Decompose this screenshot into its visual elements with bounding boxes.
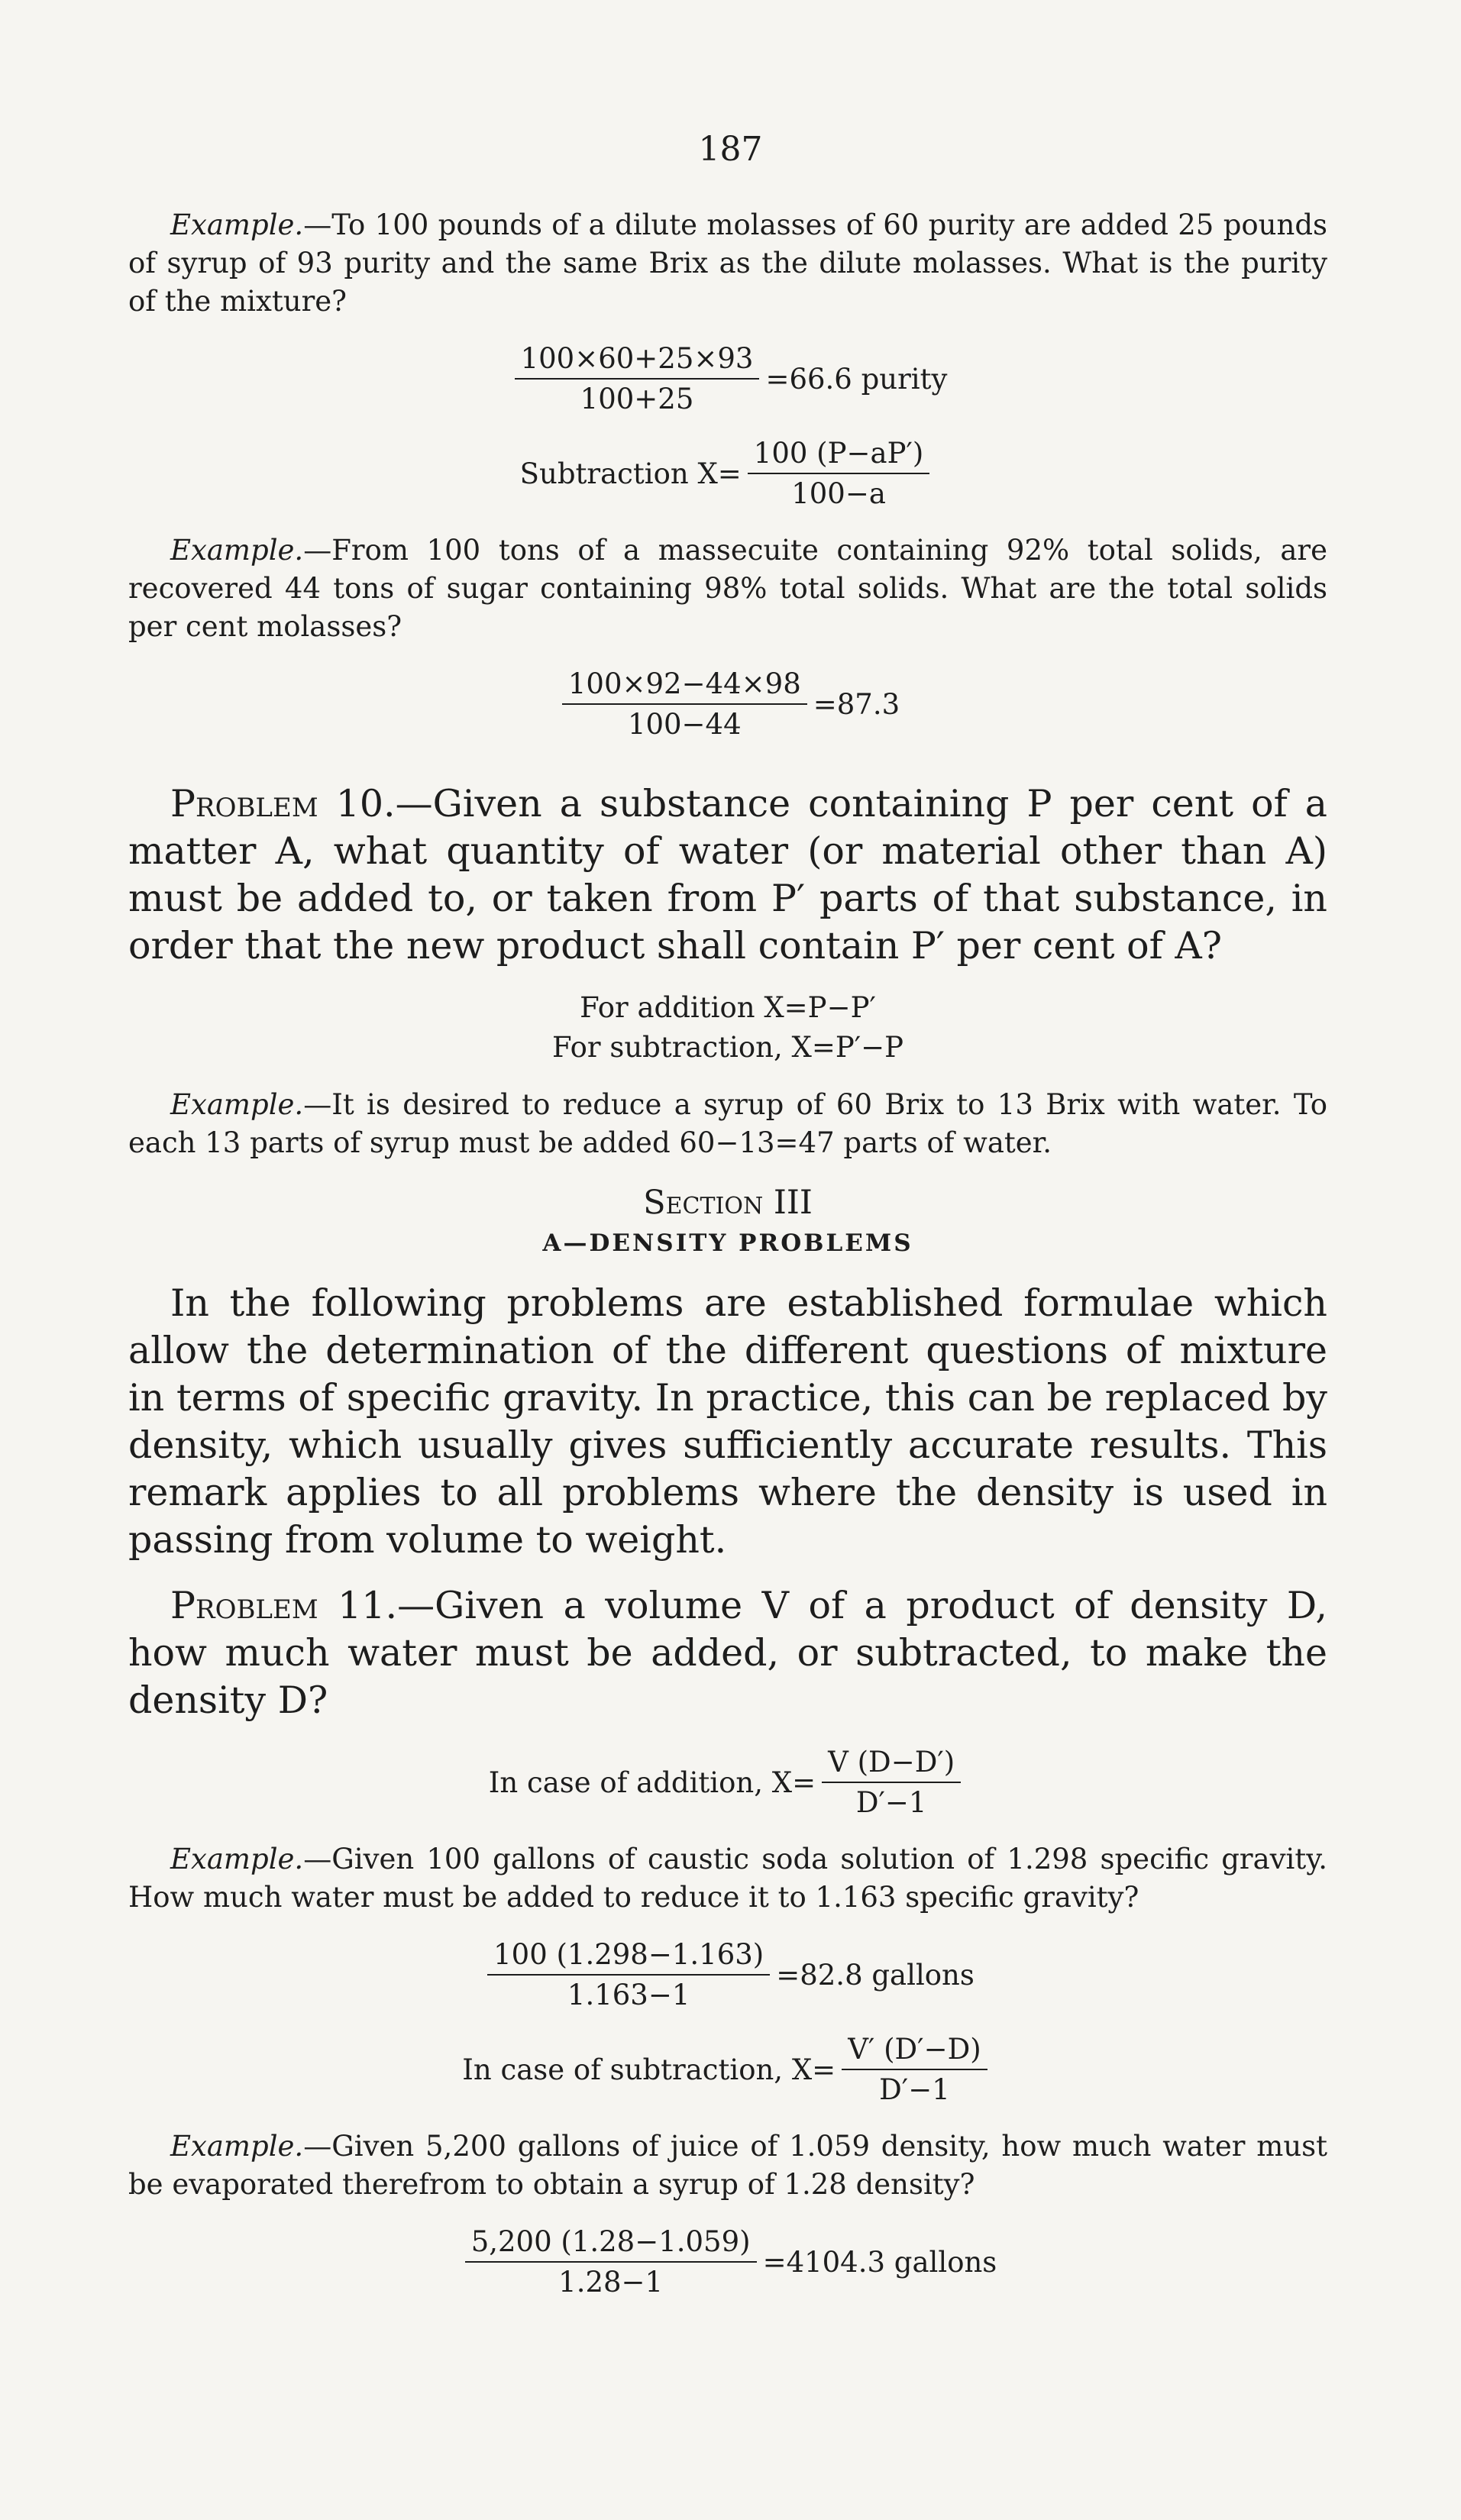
denominator: 1.163−1 <box>567 1979 690 2011</box>
example-paragraph <box>128 2127 1327 2204</box>
formula-total-solids <box>128 667 1327 741</box>
denominator: 100−a <box>791 477 886 510</box>
example-text: —It is desired to reduce a syrup of 60 Brix to 13 Brix with water. To each 13 parts of syrup must be added 60−13=47 parts of water. <box>128 1088 1327 1159</box>
fraction <box>842 2033 987 2106</box>
denominator: D′−1 <box>879 2073 950 2106</box>
example-paragraph <box>128 206 1327 321</box>
fraction <box>562 667 807 741</box>
formula-result: =82.8 gallons <box>776 1958 975 1992</box>
fraction <box>515 342 760 415</box>
example-text: —From 100 tons of a massecuite containing 92% total solids, are recovered 44 tons of sugar containing 98% total solids. What are the total solids per cent molasses? <box>128 534 1327 643</box>
problem-paragraph <box>128 780 1327 970</box>
numerator: V (D−D′) <box>822 1746 961 1783</box>
formula-caustic-soda <box>128 1938 1327 2011</box>
formula-result: =87.3 <box>813 687 900 721</box>
example-text: —To 100 pounds of a dilute molasses of 60 purity are added 25 pounds of syrup of 93 purity and the same Brix as the dilute molasses. What is the purity of the mixture? <box>128 208 1327 318</box>
formula-subtraction-p: For subtraction, X=P′−P <box>551 1031 904 1064</box>
example-label: Example. <box>170 534 304 567</box>
numerator: 100 (1.298−1.163) <box>487 1938 770 1976</box>
problem-text: —Given a substance containing P per cent of a matter A, what quantity of water (or material other than A) must be added to, or taken from P′ parts of that substance, in order that the new product shall contain P′ per cent of A? <box>128 782 1327 968</box>
numerator: 100 (P−aP′) <box>748 437 930 474</box>
example-text: —Given 100 gallons of caustic soda solution of 1.298 specific gravity. How much water must be added to reduce it to 1.163 specific gravity? <box>128 1843 1327 1914</box>
numerator: 5,200 (1.28−1.059) <box>465 2225 757 2263</box>
formula-density-subtraction <box>128 2033 1327 2106</box>
problem-text: —Given a volume V of a product of density D, how much water must be added, or subtracted, to make the density D? <box>128 1584 1327 1722</box>
section-subtitle: A—DENSITY PROBLEMS <box>542 1229 913 1257</box>
formula-label: In case of addition, X= <box>488 1766 816 1799</box>
page-content <box>128 206 1327 2320</box>
numerator: V′ (D′−D) <box>842 2033 987 2070</box>
section-title: Section III <box>643 1184 813 1222</box>
fraction <box>465 2225 757 2299</box>
example-paragraph <box>128 531 1327 646</box>
problem-paragraph <box>128 1582 1327 1724</box>
formula-addition: For addition X=P−P′ <box>580 991 876 1024</box>
denominator: 100+25 <box>580 383 694 415</box>
denominator: 1.28−1 <box>558 2266 664 2299</box>
formula-result: =66.6 purity <box>765 362 948 396</box>
formula-result: =4104.3 gallons <box>762 2245 997 2279</box>
example-label: Example. <box>170 1088 304 1121</box>
numerator: 100×60+25×93 <box>515 342 760 380</box>
formula-density-addition <box>128 1746 1327 1819</box>
denominator: 100−44 <box>627 708 742 741</box>
intro-paragraph: In the following problems are established formulae which allow the determination of the different questions of mixture in terms of specific gravity. In practice, this can be replaced by density, which usually gives sufficiently accurate results. This remark applies to all problems where the density is used in passing from volume to weight. <box>128 1281 1327 1562</box>
formula-subtraction <box>128 437 1327 510</box>
example-label: Example. <box>170 1843 304 1875</box>
example-paragraph <box>128 1840 1327 1917</box>
numerator: 100×92−44×98 <box>562 667 807 705</box>
page-number: 187 <box>698 130 763 169</box>
example-label: Example. <box>170 208 304 241</box>
fraction <box>487 1938 770 2011</box>
formula-purity-mixture <box>128 342 1327 415</box>
formula-label: In case of subtraction, X= <box>462 2053 836 2086</box>
problem-label: Problem 10. <box>170 782 396 825</box>
fraction <box>822 1746 961 1819</box>
formula-label: Subtraction X= <box>519 457 742 490</box>
formula-juice-evaporation <box>128 2225 1327 2299</box>
example-paragraph <box>128 1086 1327 1162</box>
problem-label: Problem 11. <box>170 1584 398 1627</box>
example-label: Example. <box>170 2130 304 2163</box>
example-text: —Given 5,200 gallons of juice of 1.059 density, how much water must be evaporated therefrom to obtain a syrup of 1.28 density? <box>128 2130 1327 2201</box>
denominator: D′−1 <box>855 1786 927 1819</box>
fraction <box>748 437 930 510</box>
